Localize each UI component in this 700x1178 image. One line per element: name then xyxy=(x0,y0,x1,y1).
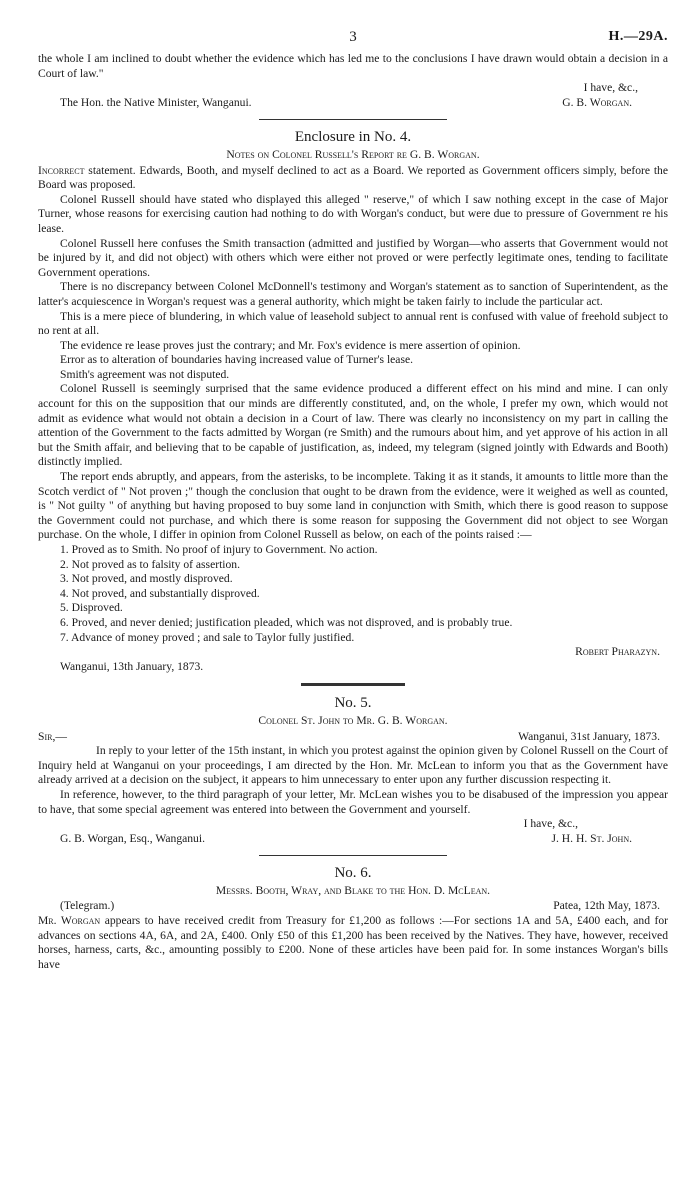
enclosure-para-3: Colonel Russell here confuses the Smith transaction (admitted and justified by Worgan—who asserts that Government would not be injured by it, and did not object) with others which were either not proved or were perfectly legitimate ones, tending to facilitate Government operations. xyxy=(38,236,668,279)
section-divider xyxy=(301,683,405,686)
no6-subtitle: Messrs. Booth, Wray, and Blake to the Hon. D. McLean. xyxy=(215,883,491,897)
point-text: Proved as to Smith. No proof of injury to Government. No action. xyxy=(71,543,378,556)
no5-place-date: Wanganui, 31st January, 1873. xyxy=(518,729,660,743)
no5-signature: J. H. H. St. John. xyxy=(551,831,632,845)
point-item xyxy=(38,572,668,587)
point-text: Advance of money proved ; and sale to Taylor fully justified. xyxy=(70,630,355,644)
intro-sign-row xyxy=(38,96,668,111)
enclosure-para-1 xyxy=(38,164,668,193)
enclosure-para-1-body: statement. Edwards, Booth, and myself declined to act as a Board. We reported as Government officers simply, before the Board was proposed. xyxy=(38,163,668,192)
point-number: 4. xyxy=(60,586,69,600)
enclosure-place-date: Wanganui, 13th January, 1873. xyxy=(60,659,204,673)
no5-para-2: In reference, however, to the third paragraph of your letter, Mr. McLean wishes you to be disabused of the impression you appear to have, that some special agreement was entered into between the Government and yourself. xyxy=(38,787,668,816)
enclosure-para-5: This is a mere piece of blundering, in which value of leasehold subject to annual rent is confused with value of freehold subject to no rent at all. xyxy=(38,309,668,338)
no6-para-1 xyxy=(38,914,668,972)
point-item xyxy=(38,616,668,631)
point-item xyxy=(38,601,668,616)
enclosure-para-9: Colonel Russell is seemingly surprised that the same evidence produced a different effect on his mind and mine. I can only account for this on the supposition that our minds are differently constituted, and, on the whole, I prefer my own, which would not admit as evidence what would not obtain a decision in a Court of law. There was clearly no inconsistency on my part in calling the attention of the Government to the facts admitted by Worgan (re Smith) and the rumours about him, and yet approve of his action in all but the Smith affair, and believing that to be capable of justification, as, indeed, my telegram (signed jointly with Edwards and Booth) distinctly implied. xyxy=(38,382,668,469)
point-number: 3. xyxy=(60,572,69,586)
no6-telegram: (Telegram.) xyxy=(60,899,115,913)
point-number: 5. xyxy=(60,601,69,615)
no5-sign-row xyxy=(38,832,668,847)
no5-para-1: In reply to your letter of the 15th instant, in which you protest against the opinion given by Colonel Russell on the Court of Inquiry held at Wanganui on your proceedings, I am directed by the Hon. Mr. McLean to inform you that as the Government have already arrived at a decision on the subject, it appears to him unnecessary to enter upon any further discussion respecting it. xyxy=(38,744,668,787)
no5-salutation: Sir,— xyxy=(38,729,67,743)
no6-lead: Mr. Worgan xyxy=(38,914,101,928)
point-number: 7. xyxy=(60,630,69,644)
point-text: Disproved. xyxy=(71,601,123,615)
no5-closing: I have, &c., xyxy=(523,817,578,831)
no5-title: No. 5. xyxy=(334,695,372,712)
point-number: 6. xyxy=(60,615,69,629)
point-item xyxy=(38,558,668,573)
enclosure-para-2: Colonel Russell should have stated who displayed this alleged " reserve," of which I saw nothing except in the case of Major Turner, whose reasons for exercising caution had nothing to do with Worgan's conduct, but were due to pressure of Government re his lease. xyxy=(38,192,668,235)
document-reference: H.—29A. xyxy=(608,29,668,44)
no6-para-1-body: appears to have received credit from Treasury for £1,200 as follows :—For sections 1A and 5A, £400 each, and for advances on sections 4A, 6A, and 2A, £400. Only £50 of this £1,200 has been received by the Natives. They have, however, received horses, harness, carts, &c., amounting possibly to £200. None of these articles have been paid for. In some instances Worgan's bills have xyxy=(38,914,669,971)
page-header xyxy=(38,30,668,52)
intro-signature: G. B. Worgan. xyxy=(562,95,632,109)
no5-salutation-row xyxy=(38,730,668,745)
enclosure-para-4: There is no discrepancy between Colonel McDonnell's testimony and Worgan's statement as to sanction of Superintendent, as the latter's acquiescence in Worgan's request was a general authority, which might be taken fairly to include the particular act. xyxy=(38,280,668,308)
section-divider xyxy=(259,855,447,856)
section-divider xyxy=(259,119,447,120)
intro-addressee: The Hon. the Native Minister, Wanganui. xyxy=(60,95,252,109)
no6-telegram-row xyxy=(38,899,668,914)
enclosure-para-10: The report ends abruptly, and appears, from the asterisks, to be incomplete. Taking it as it stands, it amounts to little more than the Scotch verdict of " Not proven ;" though the conclusion that ought to be drawn from the evidence, were it weighed as well as counted, is " Not guilty " of anything but having proposed to buy some land in conjunction with Smith, which there is good reason to suppose the Government could not purchase, and which there is some reason for supposing the Government did not object to see Worgan purchase. On the whole, I differ in opinion from Colonel Russell as below, on each of the points raised :— xyxy=(38,470,668,542)
point-text: Not proved, and substantially disproved. xyxy=(71,586,260,600)
point-item xyxy=(38,543,668,558)
point-text: Not proved as to falsity of assertion. xyxy=(71,557,241,571)
point-item xyxy=(38,587,668,602)
point-number: 2. xyxy=(60,557,69,571)
points-list xyxy=(38,543,668,645)
enclosure-signature: Robert Pharazyn. xyxy=(575,645,660,659)
enclosure-para-6: The evidence re lease proves just the contrary; and Mr. Fox's evidence is mere assertion of opinion. xyxy=(60,338,521,352)
point-number: 1. xyxy=(60,543,69,556)
intro-text: the whole I am inclined to doubt whether the evidence which has led me to the conclusions I have drawn would obtain a decision in a Court of law." xyxy=(38,52,668,80)
no6-title: No. 6. xyxy=(334,865,372,882)
enclosure-para-8: Smith's agreement was not disputed. xyxy=(60,367,230,381)
page-number: 3 xyxy=(349,29,357,45)
enclosure-para-7: Error as to alteration of boundaries having increased value of Turner's lease. xyxy=(60,353,414,367)
point-text: Not proved, and mostly disproved. xyxy=(71,572,233,586)
no5-addressee: G. B. Worgan, Esq., Wanganui. xyxy=(60,831,205,845)
point-text: Proved, and never denied; justification pleaded, which was not disproved, and is probably true. xyxy=(71,615,513,629)
point-item xyxy=(38,631,668,646)
enclosure-subtitle: Notes on Colonel Russell's Report re G. B. Worgan. xyxy=(226,147,480,161)
no5-subtitle: Colonel St. John to Mr. G. B. Worgan. xyxy=(258,713,448,727)
no6-place-date: Patea, 12th May, 1873. xyxy=(553,899,660,913)
enclosure-title: Enclosure in No. 4. xyxy=(294,129,412,146)
intro-closing: I have, &c., xyxy=(583,81,638,95)
enclosure-para-1-lead: Incorrect xyxy=(38,163,85,177)
